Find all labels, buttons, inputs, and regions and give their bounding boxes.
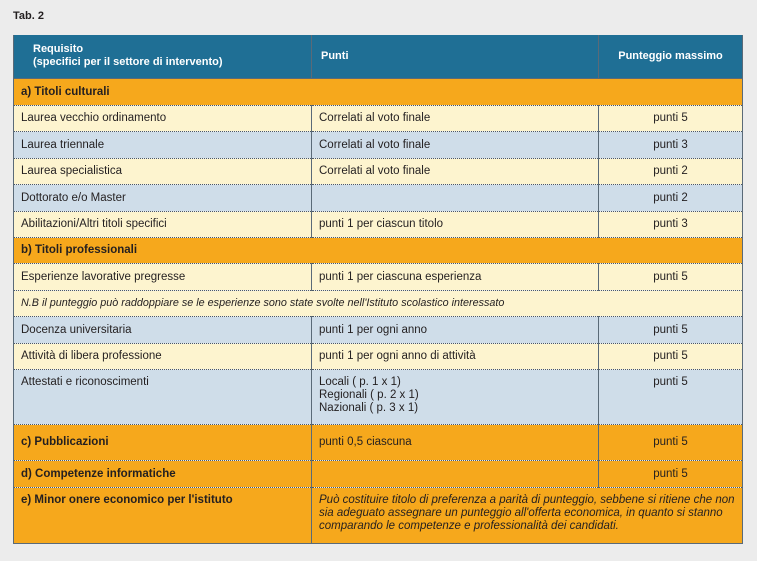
cell-requisito: d) Competenze informatiche	[14, 460, 312, 487]
cell-requisito: Docenza universitaria	[14, 316, 312, 343]
cell-massimo: punti 5	[599, 369, 743, 424]
cell-requisito: Attività di libera professione	[14, 343, 312, 369]
cell-requisito: Laurea triennale	[14, 131, 312, 158]
cell-punti	[312, 369, 599, 424]
cell-massimo: punti 5	[599, 105, 743, 131]
table-row	[14, 211, 743, 237]
cell-massimo: punti 2	[599, 158, 743, 184]
table-row	[14, 460, 743, 487]
cell-punti: Correlati al voto finale	[312, 105, 599, 131]
punti-regionali: Regionali ( p. 2 x 1)	[319, 388, 419, 401]
cell-punti: punti 1 per ciascuna esperienza	[312, 263, 599, 290]
cell-punti: punti 1 per ogni anno	[312, 316, 599, 343]
note-text: N.B il punteggio può raddoppiare se le esperienze sono state svolte nell'Istituto scolastico interessato	[14, 290, 743, 316]
section-row-titoli-culturali	[14, 78, 743, 105]
cell-punti: punti 1 per ogni anno di attività	[312, 343, 599, 369]
cell-requisito: e) Minor onere economico per l'istituto	[14, 487, 312, 543]
note-row	[14, 290, 743, 316]
header-requisito-title: Requisito	[33, 43, 84, 56]
table-row	[14, 343, 743, 369]
header-punteggio-massimo: Punteggio massimo	[599, 35, 743, 78]
cell-punti: punti 1 per ciascun titolo	[312, 211, 599, 237]
cell-massimo: punti 3	[599, 211, 743, 237]
table-row	[14, 369, 743, 424]
header-requisito	[14, 35, 312, 78]
table-row	[14, 105, 743, 131]
cell-massimo: punti 5	[599, 316, 743, 343]
header-requisito-subtitle: (specifici per il settore di intervento)	[33, 56, 223, 69]
punti-nazionali: Nazionali ( p. 3 x 1)	[319, 401, 419, 414]
score-table	[13, 35, 743, 544]
table-row	[14, 158, 743, 184]
cell-requisito: Abilitazioni/Altri titoli specifici	[14, 211, 312, 237]
cell-massimo: punti 5	[599, 343, 743, 369]
cell-requisito: Laurea vecchio ordinamento	[14, 105, 312, 131]
section-row-titoli-professionali	[14, 237, 743, 263]
table-row	[14, 263, 743, 290]
table-row	[14, 487, 743, 543]
cell-punti	[312, 184, 599, 211]
table-row	[14, 184, 743, 211]
cell-massimo: punti 5	[599, 263, 743, 290]
cell-requisito: Attestati e riconoscimenti	[14, 369, 312, 424]
cell-punti: Correlati al voto finale	[312, 158, 599, 184]
table-row	[14, 424, 743, 460]
cell-punti: Correlati al voto finale	[312, 131, 599, 158]
cell-requisito: c) Pubblicazioni	[14, 424, 312, 460]
cell-requisito: Laurea specialistica	[14, 158, 312, 184]
cell-massimo: punti 2	[599, 184, 743, 211]
cell-massimo: punti 5	[599, 424, 743, 460]
cell-punti: punti 0,5 ciascuna	[312, 424, 599, 460]
cell-punti	[312, 460, 599, 487]
cell-requisito: Esperienze lavorative pregresse	[14, 263, 312, 290]
table-row	[14, 131, 743, 158]
section-label: a) Titoli culturali	[14, 78, 743, 105]
cell-massimo: punti 5	[599, 460, 743, 487]
cell-punti-note: Può costituire titolo di preferenza a parità di punteggio, sebbene si ritiene che non sia adeguato assegnare un punteggio all'offerta economica, in quanto si stanno comparando le competenze e professionalità dei candidati.	[312, 487, 743, 543]
header-punti: Punti	[312, 35, 599, 78]
table-row	[14, 316, 743, 343]
punti-locali: Locali ( p. 1 x 1)	[319, 375, 401, 388]
cell-massimo: punti 3	[599, 131, 743, 158]
table-header-row	[14, 35, 743, 78]
section-label: b) Titoli professionali	[14, 237, 743, 263]
cell-requisito: Dottorato e/o Master	[14, 184, 312, 211]
table-caption: Tab. 2	[13, 10, 44, 22]
